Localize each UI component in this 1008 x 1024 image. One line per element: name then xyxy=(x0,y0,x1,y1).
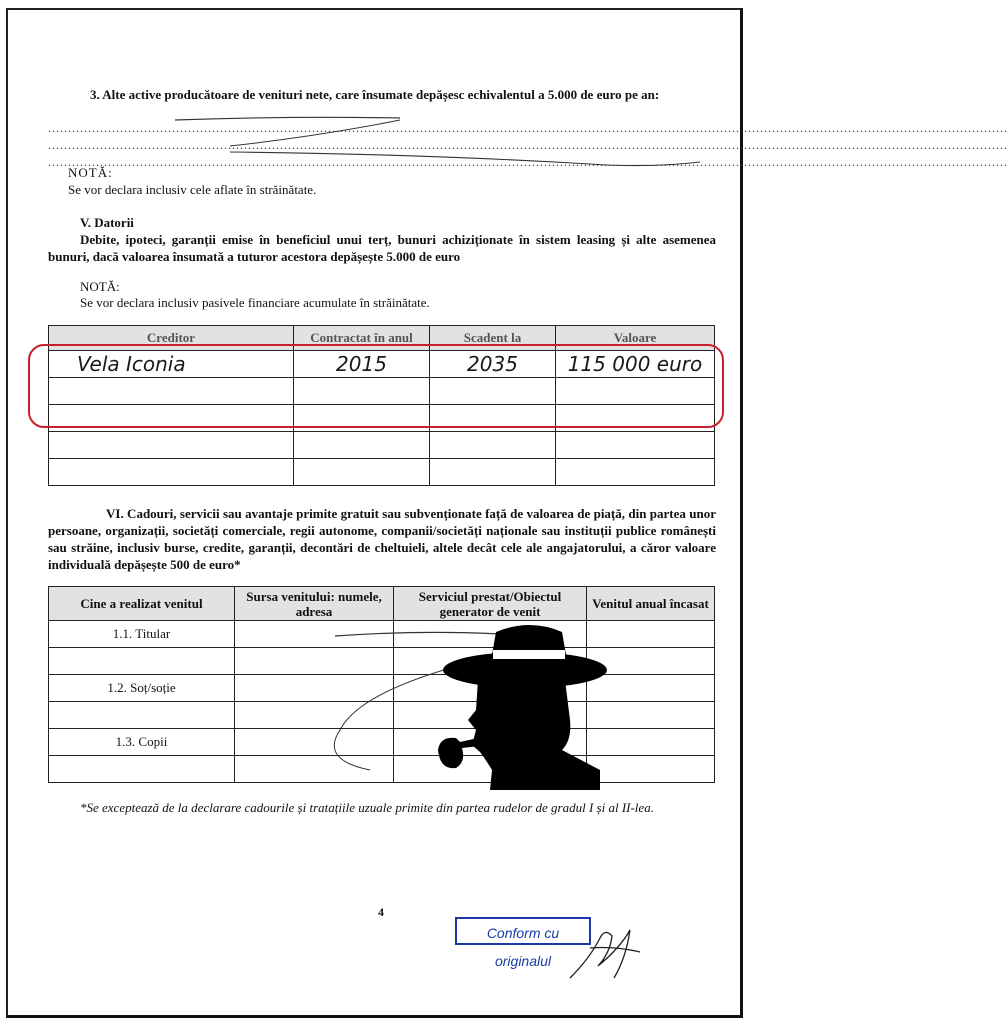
table-row xyxy=(49,459,715,486)
page-number: 4 xyxy=(378,905,384,919)
due-date-cell: 2035 xyxy=(430,351,556,378)
dotted-line-1: ................................................................................................................................................................................................................................................ xyxy=(48,121,1008,135)
row-label-spouse: 1.2. Soț/soție xyxy=(49,675,235,702)
section3-nota-label: NOTĂ: xyxy=(68,165,113,180)
stamp-text: Conform cu originalul xyxy=(486,925,560,969)
section6-title: VI. Cadouri, servicii sau avantaje primite gratuit sau subvenționate față de valoarea de piață, din partea unor persoane, organizații, societăți comerciale, regii autonome, companii/societăți naționale sau instituții publice românești sau străine, inclusiv burse, credite, garanții, decontări de cheltuieli, altele decât cele ale angajatorului, a căror valoare individuală depășește 500 de euro* xyxy=(48,506,716,572)
header-value: Valoare xyxy=(556,326,715,351)
section5-title: V. Datorii xyxy=(80,215,134,230)
header-source: Sursa venitului: numele, adresa xyxy=(235,587,394,621)
highlight-annotation xyxy=(28,344,724,428)
dotted-line-3: ................................................................................................................................................................................................................................................ xyxy=(48,155,1008,169)
section3-nota-text: Se vor declara inclusiv cele aflate în străinătate. xyxy=(68,182,317,197)
section5-description: Debite, ipoteci, garanții emise în beneficiul unui terț, bunuri achiziționate în sistem leasing și alte asemenea bunuri, dacă valoarea însumată a tuturor acestora depășește 5.000 de euro xyxy=(48,232,716,264)
section5-nota-label: NOTĂ: xyxy=(80,279,120,294)
creditor-cell: Vela Iconia xyxy=(49,351,294,378)
header-who: Cine a realizat venitul xyxy=(49,587,235,621)
section5-nota-text: Se vor declara inclusiv pasivele financiare acumulate în străinătate. xyxy=(80,295,430,310)
gifts-table-header xyxy=(49,587,715,621)
row-label-titular: 1.1. Titular xyxy=(49,621,235,648)
dotted-line-2: ................................................................................................................................................................................................................................................ xyxy=(48,138,1008,152)
header-income: Venitul anual încasat xyxy=(587,587,715,621)
signature xyxy=(560,918,650,988)
section3-title: 3. Alte active producătoare de venituri nete, care însumate depășesc echivalentul a 5.000 de euro pe an: xyxy=(90,87,660,102)
contracted-year-cell: 2015 xyxy=(294,351,430,378)
detective-silhouette-icon xyxy=(300,620,620,790)
header-service: Serviciul prestat/Obiectul generator de venit xyxy=(394,587,587,621)
header-contracted-year: Contractat în anul xyxy=(294,326,430,351)
value-cell: 115 000 euro xyxy=(556,351,715,378)
row-label-children: 1.3. Copii xyxy=(49,729,235,756)
section6-footnote: *Se exceptează de la declarare cadourile și tratațiile uzuale primite din partea rudelor de gradul I și al II-lea. xyxy=(80,800,654,815)
header-due-date: Scadent la xyxy=(430,326,556,351)
strike-through-scribble xyxy=(170,112,720,172)
header-creditor: Creditor xyxy=(49,326,294,351)
table-row xyxy=(49,432,715,459)
